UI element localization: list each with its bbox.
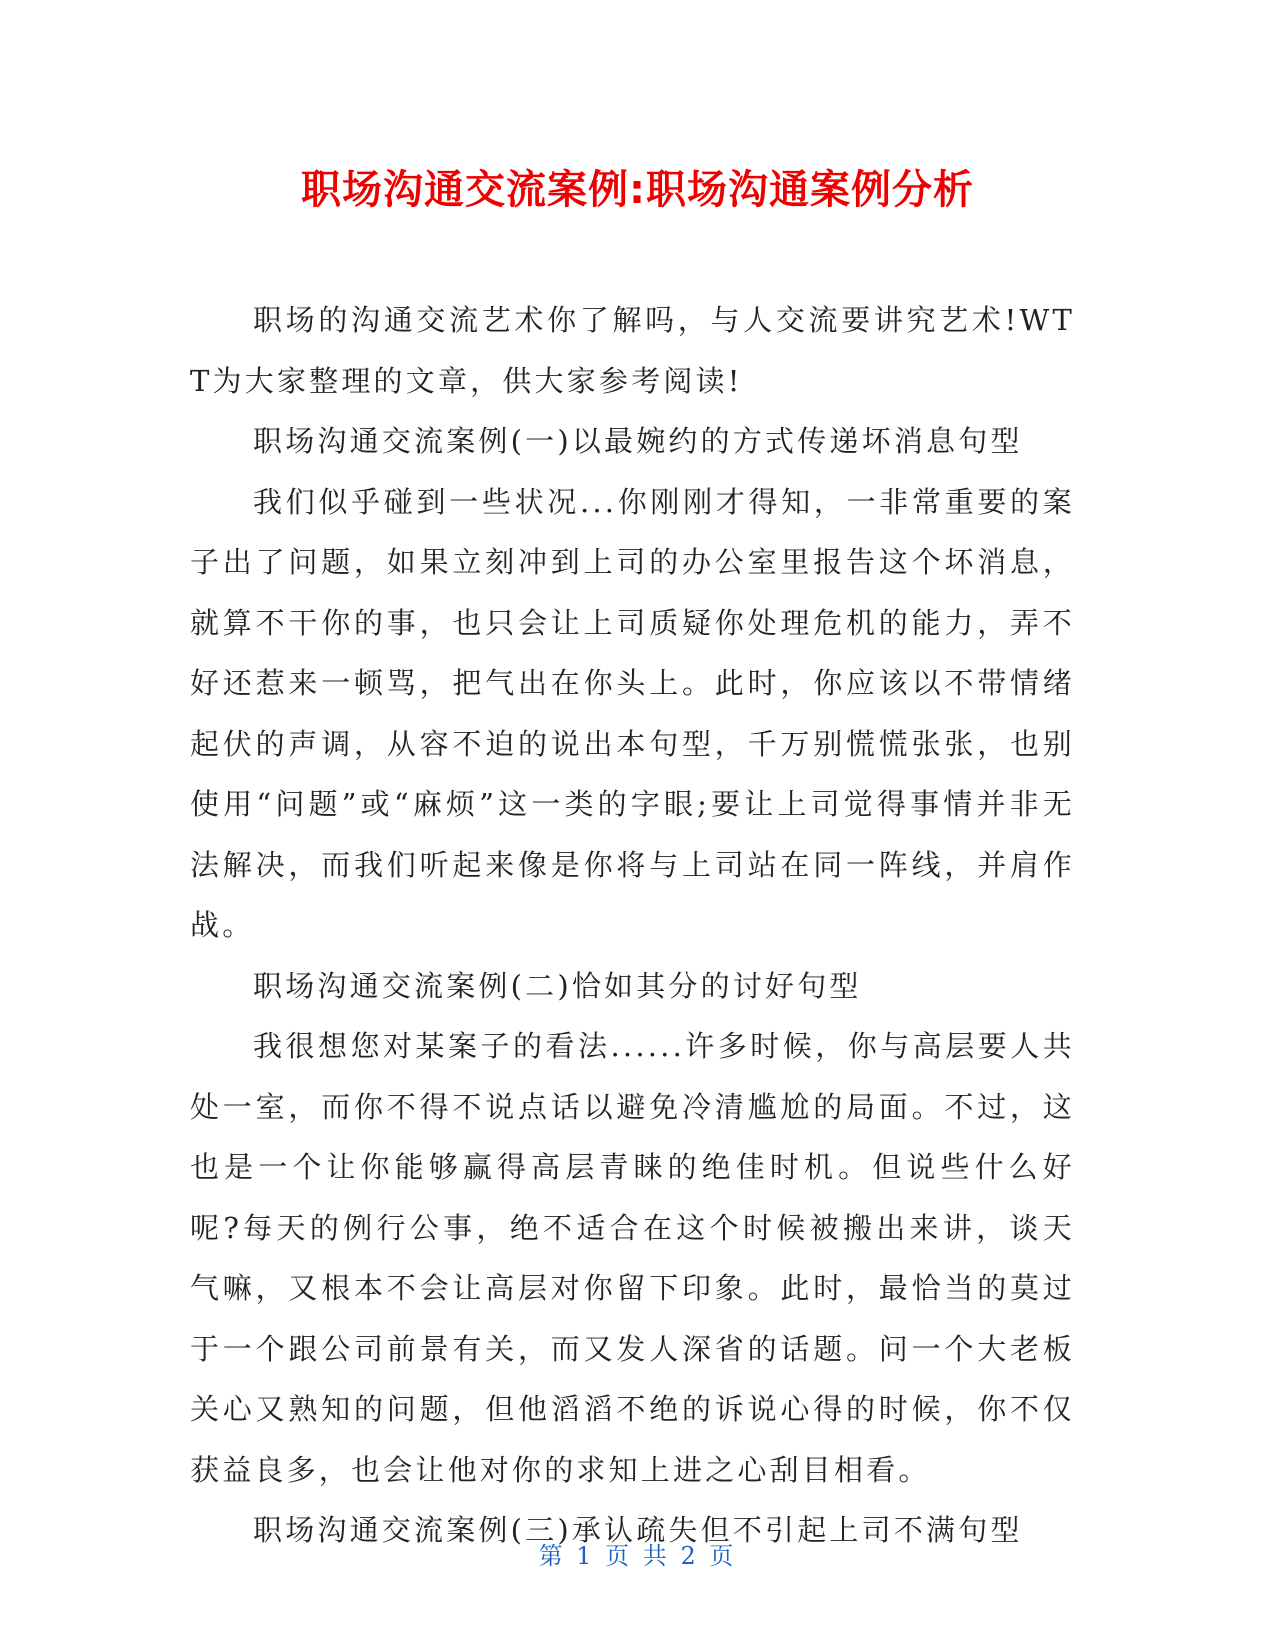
document-title: 职场沟通交流案例:职场沟通案例分析 bbox=[301, 167, 974, 213]
case-1-heading: 职场沟通交流案例(一)以最婉约的方式传递坏消息句型 bbox=[253, 424, 1023, 458]
case-2-paragraph: 我很想您对某案子的看法......许多时候，你与高层要人共处一室，而你不得不说点话以避免冷清尴尬的局面。不过，这也是一个让你能够赢得高层青睐的绝佳时机。但说些什么好呢?每天的例行公事，绝不适合在这个时候被搬出来讲，谈天气嘛，又根本不会让高层对你留下印象。此时，最恰当的莫过于一个跟公司前景有关，而又发人深省的话题。问一个大老板关心又熟知的问题，但他滔滔不绝的诉说心得的时候，你不仅获益良多，也会让他对你的求知上进之心刮目相看。 bbox=[190, 1029, 1075, 1487]
intro-paragraph: 职场的沟通交流艺术你了解吗，与人交流要讲究艺术!WTT为大家整理的文章，供大家参考阅读! bbox=[190, 303, 1075, 398]
case-1-paragraph: 我们似乎碰到一些状况...你刚刚才得知，一非常重要的案子出了问题，如果立刻冲到上司的办公室里报告这个坏消息，就算不干你的事，也只会让上司质疑你处理危机的能力，弄不好还惹来一顿骂，把气出在你头上。此时，你应该以不带情绪起伏的声调，从容不迫的说出本句型，千万别慌慌张张，也别使用“问题”或“麻烦”这一类的字眼;要让上司觉得事情并非无法解决，而我们听起来像是你将与上司站在同一阵线，并肩作战。 bbox=[190, 484, 1075, 942]
footer-prefix: 第 bbox=[538, 1542, 566, 1570]
footer-total-pages: 2 bbox=[680, 1542, 699, 1570]
page-footer bbox=[0, 1540, 1275, 1572]
case-3-heading: 职场沟通交流案例(三)承认疏失但不引起上司不满句型 bbox=[253, 1513, 1023, 1547]
footer-page-number: 1 bbox=[576, 1542, 595, 1570]
footer-suffix: 页 bbox=[709, 1542, 737, 1570]
case-2-heading: 职场沟通交流案例(二)恰如其分的讨好句型 bbox=[253, 968, 862, 1003]
document-body bbox=[190, 290, 1075, 1561]
footer-middle: 页 共 bbox=[605, 1542, 670, 1570]
